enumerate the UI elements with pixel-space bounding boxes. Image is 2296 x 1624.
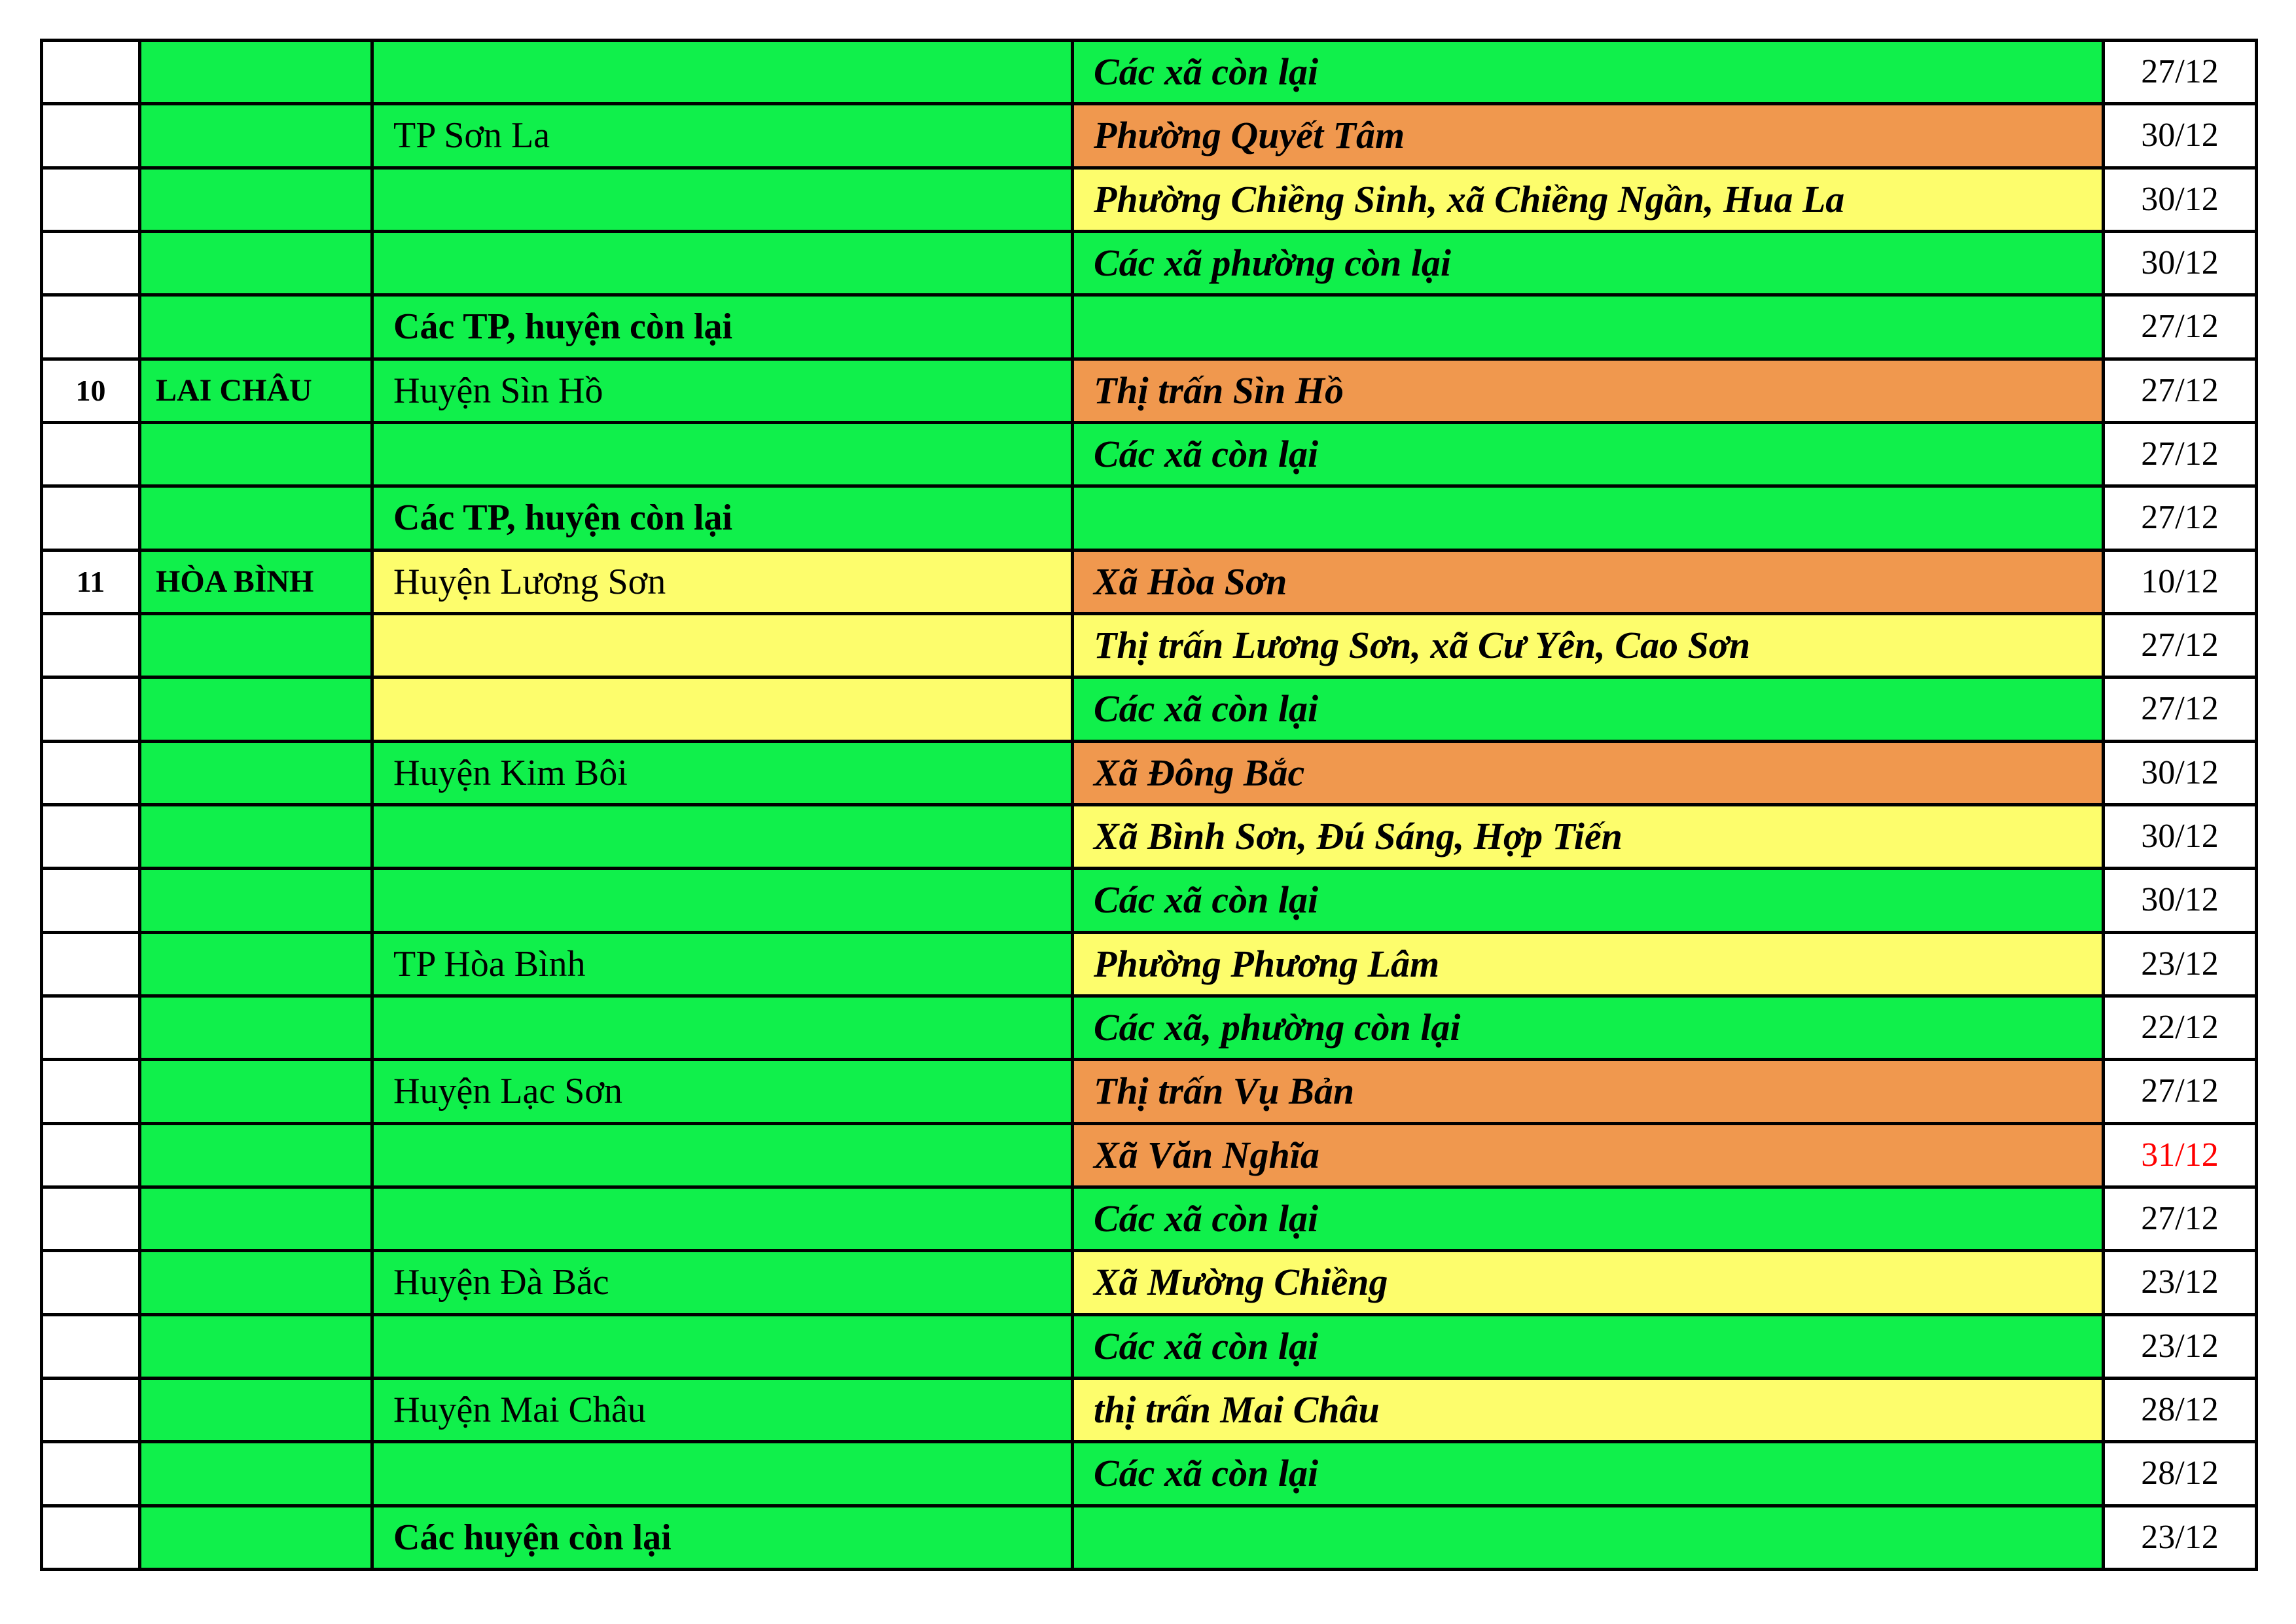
cell-row-number xyxy=(43,233,138,293)
cell-row-number xyxy=(43,1252,138,1312)
cell-province xyxy=(141,934,370,994)
cell-date: 31/12 xyxy=(2105,1125,2255,1185)
cell-province xyxy=(141,1189,370,1249)
cell-date: 23/12 xyxy=(2105,1252,2255,1312)
cell-province xyxy=(141,1125,370,1185)
cell-province xyxy=(141,998,370,1058)
cell-district xyxy=(374,679,1071,739)
cell-province xyxy=(141,105,370,166)
cell-date: 10/12 xyxy=(2105,552,2255,612)
cell-wards: Các xã còn lại xyxy=(1074,424,2102,484)
cell-row-number xyxy=(43,615,138,676)
cell-date: 27/12 xyxy=(2105,297,2255,357)
cell-wards: Phường Quyết Tâm xyxy=(1074,105,2102,166)
cell-wards xyxy=(1074,297,2102,357)
cell-row-number xyxy=(43,42,138,102)
cell-date: 27/12 xyxy=(2105,1189,2255,1249)
cell-row-number xyxy=(43,297,138,357)
cell-province xyxy=(141,424,370,484)
cell-date: 30/12 xyxy=(2105,170,2255,230)
cell-wards: Các xã còn lại xyxy=(1074,679,2102,739)
cell-wards: Thị trấn Sìn Hồ xyxy=(1074,361,2102,421)
cell-wards: Các xã còn lại xyxy=(1074,870,2102,930)
cell-wards xyxy=(1074,1507,2102,1568)
cell-province xyxy=(141,1061,370,1121)
cell-date: 27/12 xyxy=(2105,488,2255,548)
cell-row-number xyxy=(43,1316,138,1377)
cell-wards: Các xã còn lại xyxy=(1074,1316,2102,1377)
cell-row-number xyxy=(43,1189,138,1249)
cell-date: 23/12 xyxy=(2105,934,2255,994)
cell-row-number xyxy=(43,488,138,548)
cell-row-number xyxy=(43,1443,138,1504)
cell-province xyxy=(141,743,370,803)
cell-district xyxy=(374,870,1071,930)
cell-row-number xyxy=(43,1380,138,1440)
cell-district xyxy=(374,615,1071,676)
cell-district: Các TP, huyện còn lại xyxy=(374,488,1071,548)
cell-row-number xyxy=(43,806,138,867)
cell-date: 27/12 xyxy=(2105,361,2255,421)
cell-date: 27/12 xyxy=(2105,42,2255,102)
cell-province: LAI CHÂU xyxy=(141,361,370,421)
cell-province xyxy=(141,679,370,739)
cell-district xyxy=(374,233,1071,293)
cell-date: 23/12 xyxy=(2105,1507,2255,1568)
cell-province xyxy=(141,170,370,230)
cell-wards: Thị trấn Lương Sơn, xã Cư Yên, Cao Sơn xyxy=(1074,615,2102,676)
cell-wards: Xã Văn Nghĩa xyxy=(1074,1125,2102,1185)
cell-district xyxy=(374,1316,1071,1377)
cell-wards: Thị trấn Vụ Bản xyxy=(1074,1061,2102,1121)
cell-district: Huyện Kim Bôi xyxy=(374,743,1071,803)
cell-district: Huyện Đà Bắc xyxy=(374,1252,1071,1312)
cell-district: Huyện Mai Châu xyxy=(374,1380,1071,1440)
cell-row-number xyxy=(43,743,138,803)
cell-date: 28/12 xyxy=(2105,1443,2255,1504)
cell-district: Các huyện còn lại xyxy=(374,1507,1071,1568)
cell-province xyxy=(141,870,370,930)
cell-district xyxy=(374,998,1071,1058)
cell-district xyxy=(374,1189,1071,1249)
cell-date: 22/12 xyxy=(2105,998,2255,1058)
cell-row-number xyxy=(43,105,138,166)
cell-district: TP Hòa Bình xyxy=(374,934,1071,994)
cell-wards: Xã Bình Sơn, Đú Sáng, Hợp Tiến xyxy=(1074,806,2102,867)
cell-wards: Các xã, phường còn lại xyxy=(1074,998,2102,1058)
cell-date: 23/12 xyxy=(2105,1316,2255,1377)
cell-wards: Các xã còn lại xyxy=(1074,42,2102,102)
cell-province xyxy=(141,1380,370,1440)
cell-district xyxy=(374,170,1071,230)
cell-district xyxy=(374,806,1071,867)
cell-wards: Xã Mường Chiềng xyxy=(1074,1252,2102,1312)
cell-row-number xyxy=(43,1125,138,1185)
cell-row-number xyxy=(43,1507,138,1568)
cell-date: 30/12 xyxy=(2105,870,2255,930)
cell-district: TP Sơn La xyxy=(374,105,1071,166)
cell-row-number xyxy=(43,998,138,1058)
cell-row-number xyxy=(43,679,138,739)
cell-row-number xyxy=(43,1061,138,1121)
cell-wards xyxy=(1074,488,2102,548)
cell-province xyxy=(141,1252,370,1312)
cell-date: 30/12 xyxy=(2105,233,2255,293)
cell-province: HÒA BÌNH xyxy=(141,552,370,612)
schedule-table xyxy=(40,39,2258,1571)
cell-wards: Các xã còn lại xyxy=(1074,1443,2102,1504)
cell-date: 30/12 xyxy=(2105,743,2255,803)
cell-date: 27/12 xyxy=(2105,1061,2255,1121)
cell-date: 28/12 xyxy=(2105,1380,2255,1440)
cell-wards: thị trấn Mai Châu xyxy=(1074,1380,2102,1440)
cell-row-number xyxy=(43,870,138,930)
cell-district: Huyện Lương Sơn xyxy=(374,552,1071,612)
cell-date: 27/12 xyxy=(2105,679,2255,739)
cell-province xyxy=(141,1443,370,1504)
cell-wards: Các xã phường còn lại xyxy=(1074,233,2102,293)
cell-district xyxy=(374,1125,1071,1185)
cell-province xyxy=(141,1316,370,1377)
cell-date: 27/12 xyxy=(2105,424,2255,484)
cell-row-number: 11 xyxy=(43,552,138,612)
cell-province xyxy=(141,42,370,102)
cell-province xyxy=(141,1507,370,1568)
cell-district xyxy=(374,424,1071,484)
cell-wards: Xã Đông Bắc xyxy=(1074,743,2102,803)
cell-row-number xyxy=(43,934,138,994)
cell-district: Huyện Sìn Hồ xyxy=(374,361,1071,421)
cell-wards: Phường Chiềng Sinh, xã Chiềng Ngần, Hua La xyxy=(1074,170,2102,230)
cell-row-number xyxy=(43,170,138,230)
cell-district xyxy=(374,1443,1071,1504)
cell-province xyxy=(141,297,370,357)
cell-date: 30/12 xyxy=(2105,105,2255,166)
cell-province xyxy=(141,233,370,293)
cell-row-number: 10 xyxy=(43,361,138,421)
cell-province xyxy=(141,488,370,548)
cell-date: 30/12 xyxy=(2105,806,2255,867)
cell-district xyxy=(374,42,1071,102)
cell-row-number xyxy=(43,424,138,484)
cell-wards: Xã Hòa Sơn xyxy=(1074,552,2102,612)
cell-date: 27/12 xyxy=(2105,615,2255,676)
cell-wards: Phường Phương Lâm xyxy=(1074,934,2102,994)
cell-district: Huyện Lạc Sơn xyxy=(374,1061,1071,1121)
cell-wards: Các xã còn lại xyxy=(1074,1189,2102,1249)
cell-province xyxy=(141,806,370,867)
cell-province xyxy=(141,615,370,676)
cell-district: Các TP, huyện còn lại xyxy=(374,297,1071,357)
